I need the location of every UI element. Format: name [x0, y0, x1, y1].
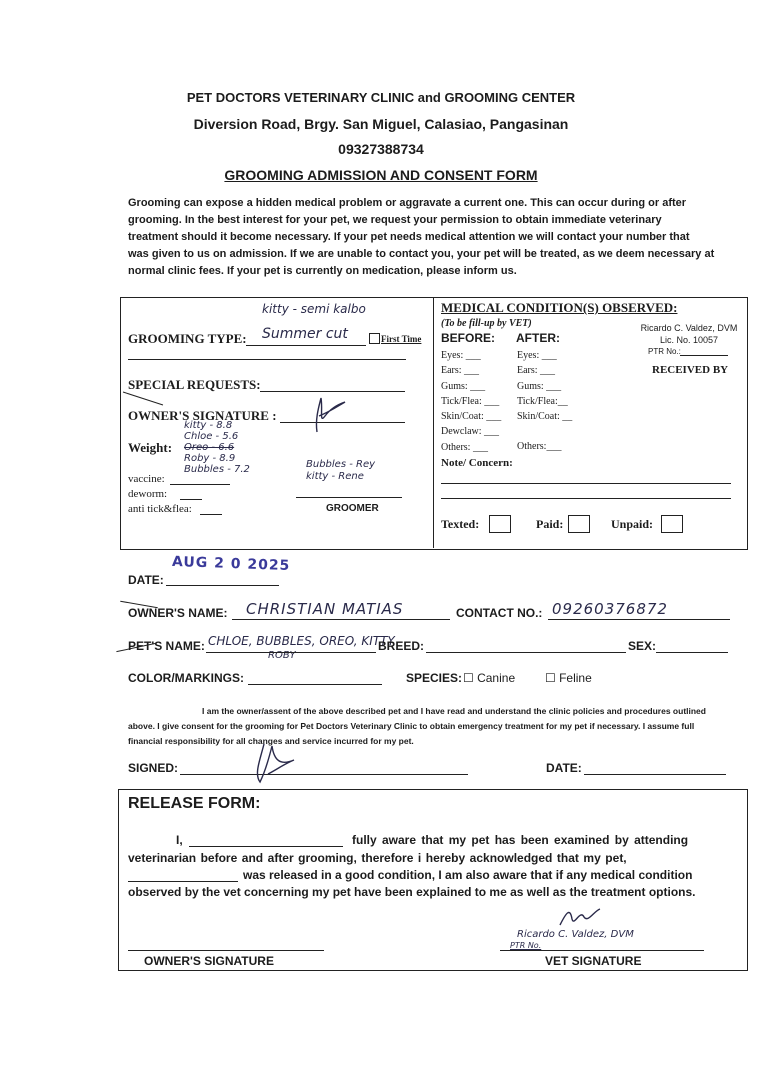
intro-line: normal clinic fees. If your pet is currently on medication, please inform us. [128, 265, 517, 277]
before-label: BEFORE: [441, 331, 495, 345]
intro-line: was given to us on admission. If we are unable to contact you, your pet will be treated, as we deem necessary at [128, 248, 715, 260]
vet-signature-scribble [554, 905, 604, 931]
unpaid-label: Unpaid: [611, 517, 654, 531]
owner-signature-scribble [305, 394, 350, 436]
owner-signed-scribble [250, 740, 300, 786]
groomer-label: GROOMER [326, 503, 379, 514]
consent-line: I am the owner/assent of the above described pet and I have read and understand the clinic policies and procedures outlined [202, 706, 706, 716]
ptr-line [680, 355, 728, 356]
intro-paragraph [128, 195, 738, 280]
groomer-entry: kitty - Rene [306, 471, 364, 482]
form-title: GROOMING ADMISSION AND CONSENT FORM [224, 167, 538, 183]
condition-after: Eyes: ___ [517, 350, 557, 361]
condition-after [517, 424, 572, 439]
groomer-entry: Bubbles - Rey [306, 459, 376, 470]
condition-before: Ears: ___ [441, 365, 480, 377]
note-concern-label: Note/ Concern: [441, 457, 513, 469]
condition-after: Tick/Flea:__ [517, 395, 568, 407]
weight-label: Weight: [128, 440, 173, 455]
weight-entry: Oreo - 6.6 [184, 442, 235, 453]
intro-line: grooming. In the best interest for your pet, we request your permission to obtain immediate veterinary [128, 214, 662, 226]
note-line-1[interactable] [441, 483, 731, 484]
grooming-line-2 [128, 359, 406, 360]
date2-label: DATE: [546, 761, 582, 775]
release-form-title: RELEASE FORM: [128, 795, 261, 812]
clinic-phone: 09327388734 [338, 141, 424, 157]
unpaid-box[interactable] [661, 515, 683, 533]
consent-line: above. I give consent for the grooming for Pet Doctors Veterinary Clinic to obtain emergency treatment for my pet if necessary. I assume full [128, 721, 695, 731]
anti-tick-line[interactable] [200, 514, 222, 515]
breed-line[interactable] [426, 652, 626, 653]
vet-stamp-name: Ricardo C. Valdez, DVM [640, 323, 738, 333]
special-requests-line[interactable] [260, 391, 405, 392]
paid-box[interactable] [568, 515, 590, 533]
owner-name-value[interactable]: CHRISTIAN MATIAS [246, 600, 404, 618]
anti-tick-label: anti tick&flea: [128, 503, 192, 515]
consent-paragraph [128, 704, 738, 749]
weight-entry: Chloe - 5.6 [184, 431, 239, 442]
before-conditions [441, 348, 501, 455]
grooming-note: kitty - semi kalbo [262, 302, 366, 316]
condition-before: Tick/Flea: ___ [441, 395, 500, 407]
intro-line: treatment should it become necessary. If your pet needs medical attention we will contact your number that [128, 231, 690, 243]
release-i-label: I, [176, 833, 183, 847]
received-by-label: RECEIVED BY [652, 364, 729, 376]
weight-entry: Roby - 8.9 [184, 453, 236, 464]
pet-name-value-2: ROBY [268, 650, 296, 661]
grooming-type-value[interactable]: Summer cut [262, 326, 348, 342]
pet-name-label: PET'S NAME: [128, 639, 205, 653]
condition-before: Gums: ___ [441, 380, 486, 392]
after-conditions [517, 348, 572, 455]
condition-before: Others: ___ [441, 441, 488, 453]
date-label: DATE: [128, 573, 164, 587]
vet-stamp [634, 322, 744, 346]
first-time-label: First Time [381, 334, 422, 344]
vet-signature-line[interactable] [500, 950, 704, 951]
species-canine-option[interactable]: ☐ Canine [463, 671, 516, 685]
texted-label: Texted: [441, 517, 480, 531]
release-line-4: observed by the vet concerning my pet have been explained to me as well as the treatment options. [128, 885, 696, 899]
pet-name-line [206, 652, 376, 653]
species-label: SPECIES: [406, 671, 463, 685]
species-feline-option[interactable]: ☐ Feline [545, 671, 592, 685]
vet-written-ptr: PTR No. [510, 941, 542, 950]
grooming-type-line [246, 345, 366, 346]
condition-after: Skin/Coat: __ [517, 411, 573, 423]
date-line[interactable] [166, 585, 279, 586]
texted-box[interactable] [489, 515, 511, 533]
vaccine-line[interactable] [170, 484, 230, 485]
clinic-address: Diversion Road, Brgy. San Miguel, Calasiao, Pangasinan [193, 116, 569, 132]
condition-after: Others:___ [517, 441, 562, 453]
ptr-label: PTR No.: [648, 347, 681, 356]
vet-written-name: Ricardo C. Valdez, DVM [517, 929, 634, 940]
consent-line: financial responsibility for all changes and service incurred for my pet. [128, 736, 414, 746]
deworm-line[interactable] [180, 499, 202, 500]
pet-name-value[interactable]: CHLOE, BUBBLES, OREO, KITTY [208, 634, 395, 648]
condition-before: Eyes: ___ [441, 350, 481, 361]
owner-name-line [232, 619, 450, 620]
owner-name-label: OWNER'S NAME: [128, 606, 228, 620]
paid-label: Paid: [536, 517, 564, 531]
first-time-checkbox[interactable] [369, 333, 380, 344]
condition-after: Ears: ___ [517, 365, 556, 377]
contact-label: CONTACT NO.: [456, 606, 543, 620]
color-markings-label: COLOR/MARKINGS: [128, 671, 244, 685]
vaccine-label: vaccine: [128, 473, 165, 485]
weight-entry: kitty - 8.8 [184, 420, 233, 431]
release-line-1: fully aware that my pet has been examined by attending [352, 833, 689, 847]
vet-stamp-license: Lic. No. 10057 [659, 335, 719, 345]
contact-line [548, 619, 730, 620]
after-label: AFTER: [516, 331, 560, 345]
signed-line[interactable] [180, 774, 468, 775]
owner-signature-line-2[interactable] [128, 950, 324, 951]
sex-line[interactable] [656, 652, 728, 653]
date2-line[interactable] [584, 774, 726, 775]
weights-list [184, 420, 250, 475]
box-divider [433, 297, 434, 548]
release-line-2: veterinarian before and after grooming, therefore i hereby acknowledged that my pet, [128, 851, 627, 865]
signed-label: SIGNED: [128, 761, 179, 775]
groomer-line [296, 497, 402, 498]
note-line-2[interactable] [441, 498, 731, 499]
condition-before: Skin/Coat: ___ [441, 411, 502, 423]
condition-before: Dewclaw: ___ [441, 426, 500, 438]
condition-after: Gums: ___ [517, 380, 562, 392]
groomer-assignments [306, 459, 375, 483]
intro-line: Grooming can expose a hidden medical problem or aggravate a current one. This can occur during or after [128, 197, 687, 209]
weight-entry: Bubbles - 7.2 [184, 464, 250, 475]
medical-condition-title: MEDICAL CONDITION(S) OBSERVED: [441, 300, 678, 315]
release-pet-line[interactable] [128, 881, 238, 882]
sex-label: SEX: [628, 639, 657, 653]
release-line-3: was released in a good condition, I am also aware that if any medical condition [243, 868, 693, 882]
vet-signature-caption: VET SIGNATURE [545, 954, 642, 968]
vet-fill-note: (To be fill-up by VET) [441, 318, 532, 329]
owner-signature-label: OWNER'S SIGNATURE : [128, 408, 277, 423]
grooming-type-label: GROOMING TYPE: [128, 331, 247, 346]
clinic-name: PET DOCTORS VETERINARY CLINIC and GROOMING CENTER [186, 90, 576, 105]
breed-label: BREED: [378, 639, 425, 653]
deworm-label: deworm: [128, 488, 168, 500]
special-requests-label: SPECIAL REQUESTS: [128, 377, 261, 392]
owner-signature-caption: OWNER'S SIGNATURE [144, 954, 274, 968]
contact-value[interactable]: 09260376872 [552, 600, 668, 618]
release-name-line[interactable] [189, 846, 343, 847]
color-markings-line[interactable] [248, 684, 382, 685]
date-stamp: AUG 2 0 2025 [171, 553, 291, 575]
